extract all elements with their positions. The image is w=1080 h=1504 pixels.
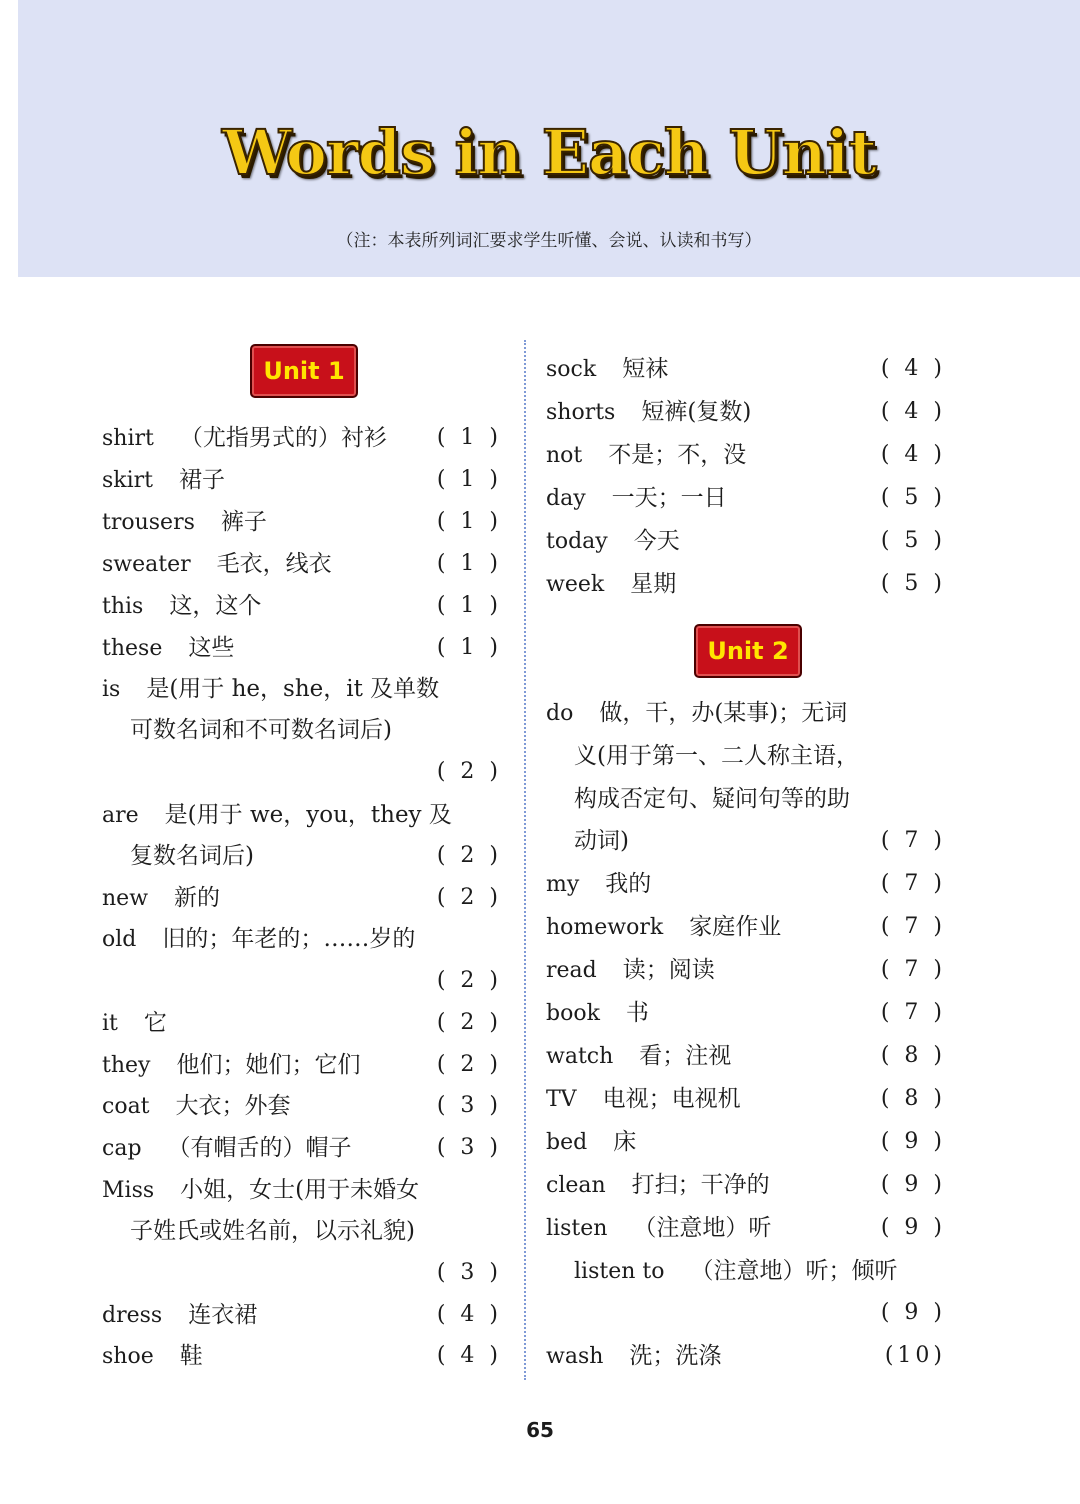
vocab-word: sweater [102, 552, 191, 577]
vocab-meaning: 义(用于第一、二人称主语， [574, 743, 859, 769]
unit-reference: ( 2 ) [436, 1052, 502, 1077]
vocab-meaning: 做，干，办(某事)；无词 [599, 700, 848, 726]
vocab-word: it [102, 1011, 118, 1036]
unit-reference: ( 7 ) [880, 957, 946, 982]
vocab-line [546, 1083, 946, 1115]
unit-reference: ( 9 ) [880, 1300, 946, 1325]
vocab-line [546, 1297, 946, 1329]
vocab-line [102, 923, 502, 955]
vocab-meaning: 电视；电视机 [602, 1086, 741, 1112]
unit-reference: ( 4 ) [436, 1302, 502, 1327]
vocab-line [102, 590, 502, 622]
vocab-line [102, 1257, 502, 1289]
vocab-line [102, 1215, 502, 1247]
vocab-word: bed [546, 1130, 588, 1155]
unit-reference: ( 2 ) [436, 843, 502, 868]
vocab-word: trousers [102, 510, 195, 535]
unit-reference: ( 5 ) [880, 528, 946, 553]
vocab-word: homework [546, 915, 664, 940]
unit-reference: ( 4 ) [880, 442, 946, 467]
vocab-word: this [102, 594, 144, 619]
vocab-line [546, 911, 946, 943]
vocab-word: TV [546, 1087, 577, 1112]
unit-reference: ( 2 ) [436, 759, 502, 784]
vocab-meaning: 书 [625, 1000, 649, 1026]
vocab-line [546, 353, 946, 385]
vocab-line [546, 697, 946, 729]
vocab-meaning: （有帽舌的）帽子 [167, 1135, 352, 1161]
vocab-line [546, 868, 946, 900]
vocab-meaning: 小姐，女士(用于未婚女 [180, 1177, 420, 1203]
vocab-word: new [102, 886, 149, 911]
unit-reference: ( 1 ) [436, 593, 502, 618]
vocab-meaning: 星期 [630, 571, 677, 597]
vocab-meaning: 这，这个 [169, 593, 262, 619]
unit-reference: ( 1 ) [436, 635, 502, 660]
vocab-line [102, 632, 502, 664]
vocab-word: read [546, 958, 597, 983]
vocab-meaning: 读；阅读 [622, 957, 715, 983]
vocab-line [102, 548, 502, 580]
vocab-meaning: 我的 [605, 871, 652, 897]
unit-2-badge: Unit 2 [694, 624, 802, 678]
vocab-line [546, 997, 946, 1029]
vocab-word: watch [546, 1044, 614, 1069]
vocab-line [102, 1299, 502, 1331]
vocab-word: is [102, 677, 121, 702]
unit-reference: ( 9 ) [880, 1129, 946, 1154]
vocab-word: shoe [102, 1344, 154, 1369]
vocab-word: sock [546, 357, 597, 382]
vocab-line [546, 1126, 946, 1158]
unit-reference: ( 4 ) [880, 356, 946, 381]
vocab-word: wash [546, 1344, 604, 1369]
vocab-line [102, 673, 502, 705]
vocab-meaning: 子姓氏或姓名前，以示礼貌) [130, 1218, 415, 1244]
vocab-line [546, 954, 946, 986]
vocab-meaning: 裙子 [179, 467, 226, 493]
vocab-meaning: 短裤(复数) [641, 399, 752, 425]
vocab-line [102, 422, 502, 454]
vocab-meaning: （注意地）听 [633, 1215, 772, 1241]
column-divider [524, 340, 526, 1380]
vocab-meaning: 他们；她们；它们 [176, 1052, 361, 1078]
vocab-word: Miss [102, 1178, 155, 1203]
vocab-line [546, 1169, 946, 1201]
vocab-word: not [546, 443, 583, 468]
unit-reference: ( 7 ) [880, 914, 946, 939]
vocab-line [102, 882, 502, 914]
vocab-line [102, 714, 502, 746]
header-banner [18, 0, 1080, 277]
page-number: 65 [526, 1418, 554, 1442]
vocab-meaning: 可数名词和不可数名词后) [130, 717, 392, 743]
unit-reference: ( 8 ) [880, 1043, 946, 1068]
unit-reference: ( 7 ) [880, 1000, 946, 1025]
unit-reference: ( 5 ) [880, 571, 946, 596]
vocab-line [102, 1049, 502, 1081]
vocab-meaning: 是(用于 we，you，they 及 [164, 802, 452, 828]
vocab-meaning: 床 [613, 1129, 637, 1155]
page-title: Words in Each Unit [222, 116, 876, 189]
unit-reference: ( 3 ) [436, 1135, 502, 1160]
vocab-meaning: 打扫；干净的 [631, 1172, 770, 1198]
unit-reference: ( 4 ) [880, 399, 946, 424]
vocab-meaning: 构成否定句、疑问句等的助 [574, 786, 850, 812]
unit-reference: ( 4 ) [436, 1343, 502, 1368]
unit-reference: ( 2 ) [436, 885, 502, 910]
vocab-word: book [546, 1001, 600, 1026]
vocab-line [546, 482, 946, 514]
vocab-word: they [102, 1053, 151, 1078]
vocab-meaning: 不是；不，没 [608, 442, 747, 468]
vocab-line [546, 439, 946, 471]
vocab-word: clean [546, 1173, 606, 1198]
vocab-line [102, 506, 502, 538]
vocab-meaning: 今天 [633, 528, 680, 554]
unit-reference: ( 3 ) [436, 1260, 502, 1285]
unit-reference: ( 9 ) [880, 1215, 946, 1240]
vocab-word: skirt [102, 468, 154, 493]
vocab-meaning: 毛衣，线衣 [216, 551, 332, 577]
unit-reference: ( 2 ) [436, 1010, 502, 1035]
vocab-line [102, 1174, 502, 1206]
vocab-meaning: 是(用于 he，she，it 及单数 [146, 676, 440, 702]
vocab-line [546, 740, 946, 772]
vocab-word: shorts [546, 400, 616, 425]
vocab-word: dress [102, 1303, 163, 1328]
vocab-line [546, 825, 946, 857]
vocab-meaning: （注意地）听；倾听 [690, 1258, 898, 1284]
vocab-line [546, 1255, 946, 1287]
unit-reference: ( 8 ) [880, 1086, 946, 1111]
header-note: （注：本表所列词汇要求学生听懂、会说、认读和书写） [336, 231, 762, 251]
vocab-meaning: 动词) [574, 828, 629, 854]
vocab-meaning: 旧的；年老的；……岁的 [162, 926, 416, 952]
vocab-line [546, 568, 946, 600]
vocab-meaning: 看；注视 [639, 1043, 732, 1069]
unit-reference: ( 1 ) [436, 467, 502, 492]
unit-reference: ( 7 ) [880, 871, 946, 896]
vocab-word: listen [546, 1216, 608, 1241]
vocab-meaning: 裤子 [220, 509, 267, 535]
unit-reference: ( 7 ) [880, 828, 946, 853]
vocab-line [102, 1090, 502, 1122]
vocab-meaning: 这些 [188, 635, 235, 661]
vocab-meaning: 复数名词后) [130, 843, 254, 869]
unit-reference: ( 1 ) [436, 425, 502, 450]
vocab-meaning: 洗；洗涤 [629, 1343, 722, 1369]
vocab-meaning: 短袜 [622, 356, 669, 382]
vocab-meaning: （尤指男式的）衬衫 [179, 425, 387, 451]
vocab-line [102, 756, 502, 788]
vocab-meaning: 新的 [174, 885, 221, 911]
unit-1-badge: Unit 1 [250, 344, 358, 398]
vocab-word: old [102, 927, 137, 952]
vocab-word: today [546, 529, 608, 554]
vocab-line [102, 799, 502, 831]
vocab-line [102, 1132, 502, 1164]
vocab-line [546, 1212, 946, 1244]
vocab-meaning: 家庭作业 [689, 914, 782, 940]
unit-reference: ( 2 ) [436, 968, 502, 993]
vocab-meaning: 连衣裙 [188, 1302, 258, 1328]
vocab-word: coat [102, 1094, 150, 1119]
unit-reference: ( 5 ) [880, 485, 946, 510]
vocab-line [546, 396, 946, 428]
unit-reference: (10) [884, 1343, 946, 1368]
vocab-meaning: 它 [143, 1010, 167, 1036]
vocab-line [102, 840, 502, 872]
vocab-word: listen to [574, 1259, 665, 1284]
vocab-line [102, 965, 502, 997]
vocab-word: shirt [102, 426, 154, 451]
vocab-word: my [546, 872, 580, 897]
vocab-word: these [102, 636, 163, 661]
vocab-meaning: 大衣；外套 [175, 1093, 291, 1119]
vocab-line [546, 783, 946, 815]
unit-reference: ( 1 ) [436, 551, 502, 576]
vocab-line [102, 464, 502, 496]
vocab-line [546, 525, 946, 557]
vocab-word: are [102, 803, 139, 828]
unit-reference: ( 9 ) [880, 1172, 946, 1197]
vocab-line [546, 1340, 946, 1372]
vocab-meaning: 一天；一日 [611, 485, 727, 511]
vocab-line [102, 1007, 502, 1039]
vocab-line [102, 1340, 502, 1372]
unit-reference: ( 3 ) [436, 1093, 502, 1118]
vocab-line [546, 1040, 946, 1072]
vocab-word: do [546, 701, 574, 726]
unit-reference: ( 1 ) [436, 509, 502, 534]
vocab-meaning: 鞋 [179, 1343, 203, 1369]
vocab-word: week [546, 572, 605, 597]
vocab-word: cap [102, 1136, 142, 1161]
vocab-word: day [546, 486, 586, 511]
